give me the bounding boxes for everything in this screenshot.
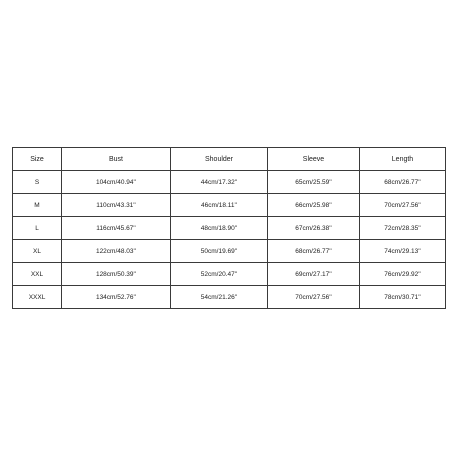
cell-length: 68cm/26.77'' (360, 171, 446, 194)
cell-size: S (13, 171, 62, 194)
cell-length: 74cm/29.13'' (360, 240, 446, 263)
table-row (13, 171, 446, 194)
header-shoulder: Shoulder (171, 148, 268, 171)
table-row (13, 286, 446, 309)
cell-sleeve: 67cm/26.38'' (268, 217, 360, 240)
header-row (13, 148, 446, 171)
cell-size: XXXL (13, 286, 62, 309)
table-row (13, 194, 446, 217)
header-sleeve: Sleeve (268, 148, 360, 171)
cell-bust: 116cm/45.67'' (62, 217, 171, 240)
cell-sleeve: 69cm/27.17'' (268, 263, 360, 286)
cell-size: XXL (13, 263, 62, 286)
cell-length: 76cm/29.92'' (360, 263, 446, 286)
cell-bust: 110cm/43.31'' (62, 194, 171, 217)
cell-bust: 104cm/40.94'' (62, 171, 171, 194)
table-row (13, 217, 446, 240)
cell-size: XL (13, 240, 62, 263)
cell-shoulder: 48cm/18.90'' (171, 217, 268, 240)
cell-bust: 128cm/50.39'' (62, 263, 171, 286)
cell-sleeve: 66cm/25.98'' (268, 194, 360, 217)
cell-length: 78cm/30.71'' (360, 286, 446, 309)
cell-length: 70cm/27.56'' (360, 194, 446, 217)
cell-sleeve: 65cm/25.59'' (268, 171, 360, 194)
cell-bust: 122cm/48.03'' (62, 240, 171, 263)
header-bust: Bust (62, 148, 171, 171)
header-length: Length (360, 148, 446, 171)
cell-size: M (13, 194, 62, 217)
cell-length: 72cm/28.35'' (360, 217, 446, 240)
cell-shoulder: 46cm/18.11'' (171, 194, 268, 217)
cell-size: L (13, 217, 62, 240)
cell-shoulder: 50cm/19.69'' (171, 240, 268, 263)
cell-sleeve: 70cm/27.56'' (268, 286, 360, 309)
size-chart-table (12, 147, 446, 309)
cell-shoulder: 54cm/21.26'' (171, 286, 268, 309)
table-row (13, 240, 446, 263)
size-chart-body (13, 171, 446, 309)
size-chart-header (13, 148, 446, 171)
header-size: Size (13, 148, 62, 171)
table-row (13, 263, 446, 286)
cell-shoulder: 52cm/20.47'' (171, 263, 268, 286)
cell-sleeve: 68cm/26.77'' (268, 240, 360, 263)
cell-bust: 134cm/52.76'' (62, 286, 171, 309)
cell-shoulder: 44cm/17.32'' (171, 171, 268, 194)
